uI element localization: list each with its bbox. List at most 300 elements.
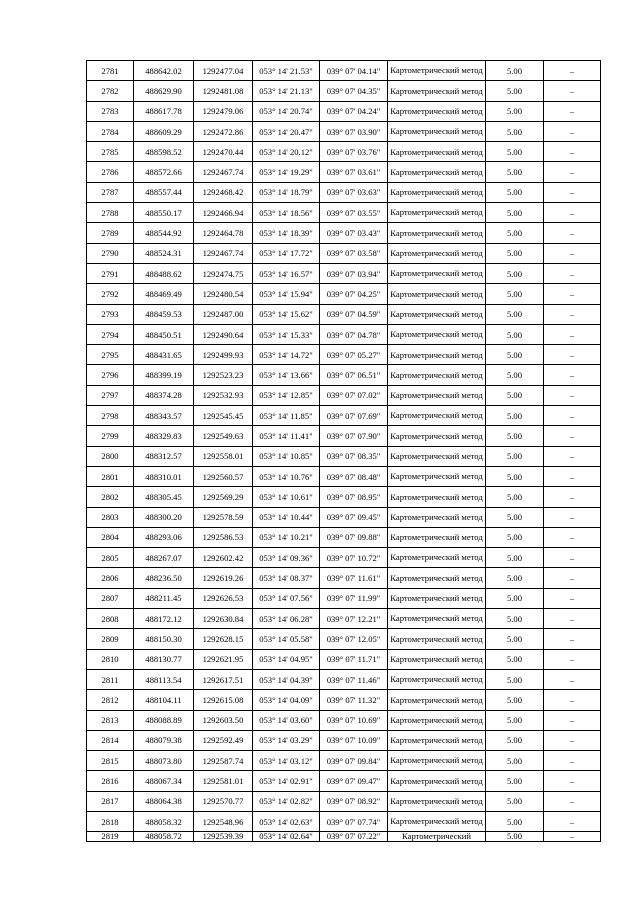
y-coordinate-cell: 1292466.94 bbox=[194, 203, 253, 223]
table-row bbox=[87, 791, 601, 811]
table-row bbox=[87, 162, 601, 182]
longitude-cell: 039° 07' 03.63" bbox=[320, 182, 388, 202]
latitude-cell: 053° 14' 14.72" bbox=[253, 345, 320, 365]
note-cell: – bbox=[544, 588, 601, 608]
method-cell: Картометрический метод bbox=[388, 527, 486, 547]
point-number-cell: 2793 bbox=[87, 304, 134, 324]
table-row bbox=[87, 223, 601, 243]
latitude-cell: 053° 14' 03.60" bbox=[253, 710, 320, 730]
method-cell: Картометрический метод bbox=[388, 304, 486, 324]
note-cell: – bbox=[544, 487, 601, 507]
note-cell: – bbox=[544, 446, 601, 466]
method-cell: Картометрический метод bbox=[388, 751, 486, 771]
accuracy-cell: 5.00 bbox=[486, 385, 544, 405]
note-cell: – bbox=[544, 304, 601, 324]
y-coordinate-cell: 1292592.49 bbox=[194, 730, 253, 750]
method-cell: Картометрический метод bbox=[388, 771, 486, 791]
coordinates-table bbox=[86, 60, 601, 842]
latitude-cell: 053° 14' 13.66" bbox=[253, 365, 320, 385]
x-coordinate-cell: 488343.57 bbox=[134, 406, 194, 426]
longitude-cell: 039° 07' 09.45" bbox=[320, 507, 388, 527]
accuracy-cell: 5.00 bbox=[486, 791, 544, 811]
point-number-cell: 2789 bbox=[87, 223, 134, 243]
note-cell: – bbox=[544, 345, 601, 365]
note-cell: – bbox=[544, 568, 601, 588]
point-number-cell: 2784 bbox=[87, 121, 134, 141]
note-cell: – bbox=[544, 243, 601, 263]
point-number-cell: 2806 bbox=[87, 568, 134, 588]
y-coordinate-cell: 1292481.08 bbox=[194, 81, 253, 101]
y-coordinate-cell: 1292464.78 bbox=[194, 223, 253, 243]
longitude-cell: 039° 07' 03.76" bbox=[320, 142, 388, 162]
y-coordinate-cell: 1292467.74 bbox=[194, 162, 253, 182]
accuracy-cell: 5.00 bbox=[486, 771, 544, 791]
point-number-cell: 2818 bbox=[87, 811, 134, 831]
accuracy-cell: 5.00 bbox=[486, 81, 544, 101]
y-coordinate-cell: 1292569.29 bbox=[194, 487, 253, 507]
table-row bbox=[87, 629, 601, 649]
y-coordinate-cell: 1292477.04 bbox=[194, 61, 253, 81]
x-coordinate-cell: 488642.02 bbox=[134, 61, 194, 81]
method-cell: Картометрический метод bbox=[388, 588, 486, 608]
y-coordinate-cell: 1292480.54 bbox=[194, 284, 253, 304]
accuracy-cell: 5.00 bbox=[486, 101, 544, 121]
x-coordinate-cell: 488312.57 bbox=[134, 446, 194, 466]
y-coordinate-cell: 1292549.63 bbox=[194, 426, 253, 446]
table-row bbox=[87, 609, 601, 629]
method-cell: Картометрический метод bbox=[388, 568, 486, 588]
x-coordinate-cell: 488329.83 bbox=[134, 426, 194, 446]
y-coordinate-cell: 1292570.77 bbox=[194, 791, 253, 811]
accuracy-cell: 5.00 bbox=[486, 629, 544, 649]
table-row bbox=[87, 142, 601, 162]
longitude-cell: 039° 07' 12.05" bbox=[320, 629, 388, 649]
method-cell: Картометрический bbox=[388, 832, 486, 842]
table-row bbox=[87, 730, 601, 750]
method-cell: Картометрический метод bbox=[388, 649, 486, 669]
longitude-cell: 039° 07' 08.35" bbox=[320, 446, 388, 466]
accuracy-cell: 5.00 bbox=[486, 466, 544, 486]
note-cell: – bbox=[544, 730, 601, 750]
y-coordinate-cell: 1292487.00 bbox=[194, 304, 253, 324]
latitude-cell: 053° 14' 03.29" bbox=[253, 730, 320, 750]
x-coordinate-cell: 488058.72 bbox=[134, 832, 194, 842]
latitude-cell: 053° 14' 18.56" bbox=[253, 203, 320, 223]
longitude-cell: 039° 07' 03.55" bbox=[320, 203, 388, 223]
longitude-cell: 039° 07' 08.48" bbox=[320, 466, 388, 486]
method-cell: Картометрический метод bbox=[388, 669, 486, 689]
table-row bbox=[87, 690, 601, 710]
y-coordinate-cell: 1292479.06 bbox=[194, 101, 253, 121]
note-cell: – bbox=[544, 406, 601, 426]
method-cell: Картометрический метод bbox=[388, 81, 486, 101]
latitude-cell: 053° 14' 15.62" bbox=[253, 304, 320, 324]
x-coordinate-cell: 488104.11 bbox=[134, 690, 194, 710]
note-cell: – bbox=[544, 690, 601, 710]
point-number-cell: 2801 bbox=[87, 466, 134, 486]
table-row bbox=[87, 487, 601, 507]
method-cell: Картометрический метод bbox=[388, 466, 486, 486]
accuracy-cell: 5.00 bbox=[486, 649, 544, 669]
accuracy-cell: 5.00 bbox=[486, 345, 544, 365]
longitude-cell: 039° 07' 10.09" bbox=[320, 730, 388, 750]
latitude-cell: 053° 14' 02.91" bbox=[253, 771, 320, 791]
y-coordinate-cell: 1292539.39 bbox=[194, 832, 253, 842]
method-cell: Картометрический метод bbox=[388, 446, 486, 466]
latitude-cell: 053° 14' 20.12" bbox=[253, 142, 320, 162]
note-cell: – bbox=[544, 466, 601, 486]
method-cell: Картометрический метод bbox=[388, 811, 486, 831]
point-number-cell: 2803 bbox=[87, 507, 134, 527]
longitude-cell: 039° 07' 09.88" bbox=[320, 527, 388, 547]
method-cell: Картометрический метод bbox=[388, 61, 486, 81]
table-row bbox=[87, 365, 601, 385]
accuracy-cell: 5.00 bbox=[486, 162, 544, 182]
y-coordinate-cell: 1292467.74 bbox=[194, 243, 253, 263]
y-coordinate-cell: 1292468.42 bbox=[194, 182, 253, 202]
x-coordinate-cell: 488488.62 bbox=[134, 263, 194, 283]
latitude-cell: 053° 14' 10.85" bbox=[253, 446, 320, 466]
table-row bbox=[87, 832, 601, 842]
longitude-cell: 039° 07' 07.69" bbox=[320, 406, 388, 426]
method-cell: Картометрический метод bbox=[388, 101, 486, 121]
table-row bbox=[87, 243, 601, 263]
accuracy-cell: 5.00 bbox=[486, 365, 544, 385]
longitude-cell: 039° 07' 09.84" bbox=[320, 751, 388, 771]
accuracy-cell: 5.00 bbox=[486, 730, 544, 750]
table-row bbox=[87, 182, 601, 202]
method-cell: Картометрический метод bbox=[388, 203, 486, 223]
accuracy-cell: 5.00 bbox=[486, 751, 544, 771]
y-coordinate-cell: 1292560.57 bbox=[194, 466, 253, 486]
latitude-cell: 053° 14' 19.29" bbox=[253, 162, 320, 182]
point-number-cell: 2800 bbox=[87, 446, 134, 466]
longitude-cell: 039° 07' 11.61" bbox=[320, 568, 388, 588]
latitude-cell: 053° 14' 16.57" bbox=[253, 263, 320, 283]
x-coordinate-cell: 488598.52 bbox=[134, 142, 194, 162]
method-cell: Картометрический метод bbox=[388, 182, 486, 202]
x-coordinate-cell: 488469.49 bbox=[134, 284, 194, 304]
accuracy-cell: 5.00 bbox=[486, 527, 544, 547]
latitude-cell: 053° 14' 03.12" bbox=[253, 751, 320, 771]
note-cell: – bbox=[544, 121, 601, 141]
method-cell: Картометрический метод bbox=[388, 730, 486, 750]
latitude-cell: 053° 14' 21.53" bbox=[253, 61, 320, 81]
note-cell: – bbox=[544, 832, 601, 842]
y-coordinate-cell: 1292617.51 bbox=[194, 669, 253, 689]
point-number-cell: 2809 bbox=[87, 629, 134, 649]
point-number-cell: 2817 bbox=[87, 791, 134, 811]
table-row bbox=[87, 771, 601, 791]
accuracy-cell: 5.00 bbox=[486, 243, 544, 263]
longitude-cell: 039° 07' 07.74" bbox=[320, 811, 388, 831]
y-coordinate-cell: 1292499.93 bbox=[194, 345, 253, 365]
point-number-cell: 2783 bbox=[87, 101, 134, 121]
accuracy-cell: 5.00 bbox=[486, 182, 544, 202]
method-cell: Картометрический метод bbox=[388, 507, 486, 527]
method-cell: Картометрический метод bbox=[388, 365, 486, 385]
table-row bbox=[87, 548, 601, 568]
x-coordinate-cell: 488058.32 bbox=[134, 811, 194, 831]
point-number-cell: 2819 bbox=[87, 832, 134, 842]
coordinates-table-body bbox=[87, 61, 601, 842]
accuracy-cell: 5.00 bbox=[486, 446, 544, 466]
table-row bbox=[87, 751, 601, 771]
point-number-cell: 2799 bbox=[87, 426, 134, 446]
longitude-cell: 039° 07' 04.14" bbox=[320, 61, 388, 81]
longitude-cell: 039° 07' 06.51" bbox=[320, 365, 388, 385]
longitude-cell: 039° 07' 11.46" bbox=[320, 669, 388, 689]
accuracy-cell: 5.00 bbox=[486, 811, 544, 831]
table-row bbox=[87, 669, 601, 689]
note-cell: – bbox=[544, 385, 601, 405]
x-coordinate-cell: 488088.89 bbox=[134, 710, 194, 730]
x-coordinate-cell: 488431.65 bbox=[134, 345, 194, 365]
latitude-cell: 053° 14' 18.39" bbox=[253, 223, 320, 243]
longitude-cell: 039° 07' 03.94" bbox=[320, 263, 388, 283]
latitude-cell: 053° 14' 21.13" bbox=[253, 81, 320, 101]
latitude-cell: 053° 14' 02.63" bbox=[253, 811, 320, 831]
accuracy-cell: 5.00 bbox=[486, 832, 544, 842]
longitude-cell: 039° 07' 11.99" bbox=[320, 588, 388, 608]
note-cell: – bbox=[544, 527, 601, 547]
y-coordinate-cell: 1292630.84 bbox=[194, 609, 253, 629]
note-cell: – bbox=[544, 548, 601, 568]
note-cell: – bbox=[544, 223, 601, 243]
note-cell: – bbox=[544, 182, 601, 202]
table-row bbox=[87, 446, 601, 466]
accuracy-cell: 5.00 bbox=[486, 121, 544, 141]
latitude-cell: 053° 14' 10.61" bbox=[253, 487, 320, 507]
latitude-cell: 053° 14' 12.85" bbox=[253, 385, 320, 405]
x-coordinate-cell: 488609.29 bbox=[134, 121, 194, 141]
x-coordinate-cell: 488079.38 bbox=[134, 730, 194, 750]
longitude-cell: 039° 07' 04.59" bbox=[320, 304, 388, 324]
longitude-cell: 039° 07' 07.90" bbox=[320, 426, 388, 446]
method-cell: Картометрический метод bbox=[388, 324, 486, 344]
note-cell: – bbox=[544, 263, 601, 283]
note-cell: – bbox=[544, 507, 601, 527]
x-coordinate-cell: 488130.77 bbox=[134, 649, 194, 669]
method-cell: Картометрический метод bbox=[388, 629, 486, 649]
note-cell: – bbox=[544, 649, 601, 669]
point-number-cell: 2812 bbox=[87, 690, 134, 710]
x-coordinate-cell: 488293.06 bbox=[134, 527, 194, 547]
point-number-cell: 2805 bbox=[87, 548, 134, 568]
note-cell: – bbox=[544, 811, 601, 831]
longitude-cell: 039° 07' 04.24" bbox=[320, 101, 388, 121]
x-coordinate-cell: 488557.44 bbox=[134, 182, 194, 202]
longitude-cell: 039° 07' 05.27" bbox=[320, 345, 388, 365]
y-coordinate-cell: 1292558.01 bbox=[194, 446, 253, 466]
y-coordinate-cell: 1292472.86 bbox=[194, 121, 253, 141]
note-cell: – bbox=[544, 142, 601, 162]
longitude-cell: 039° 07' 07.22" bbox=[320, 832, 388, 842]
y-coordinate-cell: 1292603.50 bbox=[194, 710, 253, 730]
latitude-cell: 053° 14' 15.33" bbox=[253, 324, 320, 344]
accuracy-cell: 5.00 bbox=[486, 324, 544, 344]
accuracy-cell: 5.00 bbox=[486, 284, 544, 304]
x-coordinate-cell: 488172.12 bbox=[134, 609, 194, 629]
table-row bbox=[87, 324, 601, 344]
y-coordinate-cell: 1292602.42 bbox=[194, 548, 253, 568]
longitude-cell: 039° 07' 08.95" bbox=[320, 487, 388, 507]
point-number-cell: 2795 bbox=[87, 345, 134, 365]
note-cell: – bbox=[544, 710, 601, 730]
accuracy-cell: 5.00 bbox=[486, 669, 544, 689]
y-coordinate-cell: 1292628.15 bbox=[194, 629, 253, 649]
longitude-cell: 039° 07' 09.47" bbox=[320, 771, 388, 791]
table-row bbox=[87, 406, 601, 426]
accuracy-cell: 5.00 bbox=[486, 507, 544, 527]
table-row bbox=[87, 304, 601, 324]
accuracy-cell: 5.00 bbox=[486, 223, 544, 243]
point-number-cell: 2815 bbox=[87, 751, 134, 771]
method-cell: Картометрический метод bbox=[388, 243, 486, 263]
y-coordinate-cell: 1292532.93 bbox=[194, 385, 253, 405]
y-coordinate-cell: 1292548.96 bbox=[194, 811, 253, 831]
table-row bbox=[87, 588, 601, 608]
x-coordinate-cell: 488544.92 bbox=[134, 223, 194, 243]
method-cell: Картометрический метод bbox=[388, 609, 486, 629]
accuracy-cell: 5.00 bbox=[486, 304, 544, 324]
x-coordinate-cell: 488450.51 bbox=[134, 324, 194, 344]
y-coordinate-cell: 1292621.95 bbox=[194, 649, 253, 669]
note-cell: – bbox=[544, 203, 601, 223]
note-cell: – bbox=[544, 751, 601, 771]
longitude-cell: 039° 07' 04.25" bbox=[320, 284, 388, 304]
note-cell: – bbox=[544, 791, 601, 811]
table-row bbox=[87, 527, 601, 547]
accuracy-cell: 5.00 bbox=[486, 487, 544, 507]
table-row bbox=[87, 203, 601, 223]
point-number-cell: 2804 bbox=[87, 527, 134, 547]
latitude-cell: 053° 14' 07.56" bbox=[253, 588, 320, 608]
note-cell: – bbox=[544, 81, 601, 101]
table-row bbox=[87, 507, 601, 527]
table-row bbox=[87, 385, 601, 405]
point-number-cell: 2790 bbox=[87, 243, 134, 263]
longitude-cell: 039° 07' 04.78" bbox=[320, 324, 388, 344]
accuracy-cell: 5.00 bbox=[486, 609, 544, 629]
y-coordinate-cell: 1292619.26 bbox=[194, 568, 253, 588]
latitude-cell: 053° 14' 10.21" bbox=[253, 527, 320, 547]
point-number-cell: 2808 bbox=[87, 609, 134, 629]
method-cell: Картометрический метод bbox=[388, 791, 486, 811]
point-number-cell: 2810 bbox=[87, 649, 134, 669]
y-coordinate-cell: 1292615.08 bbox=[194, 690, 253, 710]
longitude-cell: 039° 07' 11.32" bbox=[320, 690, 388, 710]
point-number-cell: 2813 bbox=[87, 710, 134, 730]
accuracy-cell: 5.00 bbox=[486, 263, 544, 283]
latitude-cell: 053° 14' 20.47" bbox=[253, 121, 320, 141]
accuracy-cell: 5.00 bbox=[486, 690, 544, 710]
x-coordinate-cell: 488211.45 bbox=[134, 588, 194, 608]
point-number-cell: 2796 bbox=[87, 365, 134, 385]
table-row bbox=[87, 101, 601, 121]
point-number-cell: 2807 bbox=[87, 588, 134, 608]
accuracy-cell: 5.00 bbox=[486, 548, 544, 568]
method-cell: Картометрический метод bbox=[388, 548, 486, 568]
latitude-cell: 053° 14' 15.94" bbox=[253, 284, 320, 304]
note-cell: – bbox=[544, 609, 601, 629]
method-cell: Картометрический метод bbox=[388, 426, 486, 446]
note-cell: – bbox=[544, 324, 601, 344]
x-coordinate-cell: 488300.20 bbox=[134, 507, 194, 527]
longitude-cell: 039° 07' 03.90" bbox=[320, 121, 388, 141]
accuracy-cell: 5.00 bbox=[486, 61, 544, 81]
table-row bbox=[87, 710, 601, 730]
point-number-cell: 2798 bbox=[87, 406, 134, 426]
point-number-cell: 2782 bbox=[87, 81, 134, 101]
x-coordinate-cell: 488374.28 bbox=[134, 385, 194, 405]
accuracy-cell: 5.00 bbox=[486, 142, 544, 162]
latitude-cell: 053° 14' 17.72" bbox=[253, 243, 320, 263]
latitude-cell: 053° 14' 06.28" bbox=[253, 609, 320, 629]
point-number-cell: 2792 bbox=[87, 284, 134, 304]
method-cell: Картометрический метод bbox=[388, 345, 486, 365]
method-cell: Картометрический метод bbox=[388, 385, 486, 405]
accuracy-cell: 5.00 bbox=[486, 426, 544, 446]
latitude-cell: 053° 14' 11.41" bbox=[253, 426, 320, 446]
x-coordinate-cell: 488267.07 bbox=[134, 548, 194, 568]
y-coordinate-cell: 1292474.75 bbox=[194, 263, 253, 283]
method-cell: Картометрический метод bbox=[388, 487, 486, 507]
longitude-cell: 039° 07' 07.02" bbox=[320, 385, 388, 405]
x-coordinate-cell: 488524.31 bbox=[134, 243, 194, 263]
accuracy-cell: 5.00 bbox=[486, 203, 544, 223]
longitude-cell: 039° 07' 10.69" bbox=[320, 710, 388, 730]
latitude-cell: 053° 14' 04.95" bbox=[253, 649, 320, 669]
x-coordinate-cell: 488067.34 bbox=[134, 771, 194, 791]
latitude-cell: 053° 14' 09.36" bbox=[253, 548, 320, 568]
method-cell: Картометрический метод bbox=[388, 284, 486, 304]
table-row bbox=[87, 121, 601, 141]
table-row bbox=[87, 263, 601, 283]
point-number-cell: 2781 bbox=[87, 61, 134, 81]
method-cell: Картометрический метод bbox=[388, 406, 486, 426]
table-row bbox=[87, 81, 601, 101]
y-coordinate-cell: 1292470.44 bbox=[194, 142, 253, 162]
latitude-cell: 053° 14' 10.76" bbox=[253, 466, 320, 486]
method-cell: Картометрический метод bbox=[388, 710, 486, 730]
method-cell: Картометрический метод bbox=[388, 263, 486, 283]
note-cell: – bbox=[544, 771, 601, 791]
latitude-cell: 053° 14' 10.44" bbox=[253, 507, 320, 527]
latitude-cell: 053° 14' 02.64" bbox=[253, 832, 320, 842]
latitude-cell: 053° 14' 02.82" bbox=[253, 791, 320, 811]
point-number-cell: 2788 bbox=[87, 203, 134, 223]
longitude-cell: 039° 07' 11.71" bbox=[320, 649, 388, 669]
note-cell: – bbox=[544, 629, 601, 649]
latitude-cell: 053° 14' 11.85" bbox=[253, 406, 320, 426]
note-cell: – bbox=[544, 61, 601, 81]
latitude-cell: 053° 14' 04.39" bbox=[253, 669, 320, 689]
table-row bbox=[87, 466, 601, 486]
point-number-cell: 2791 bbox=[87, 263, 134, 283]
y-coordinate-cell: 1292545.45 bbox=[194, 406, 253, 426]
point-number-cell: 2786 bbox=[87, 162, 134, 182]
longitude-cell: 039° 07' 12.21" bbox=[320, 609, 388, 629]
point-number-cell: 2816 bbox=[87, 771, 134, 791]
note-cell: – bbox=[544, 284, 601, 304]
longitude-cell: 039° 07' 03.58" bbox=[320, 243, 388, 263]
longitude-cell: 039° 07' 03.43" bbox=[320, 223, 388, 243]
accuracy-cell: 5.00 bbox=[486, 710, 544, 730]
y-coordinate-cell: 1292581.01 bbox=[194, 771, 253, 791]
point-number-cell: 2797 bbox=[87, 385, 134, 405]
accuracy-cell: 5.00 bbox=[486, 568, 544, 588]
